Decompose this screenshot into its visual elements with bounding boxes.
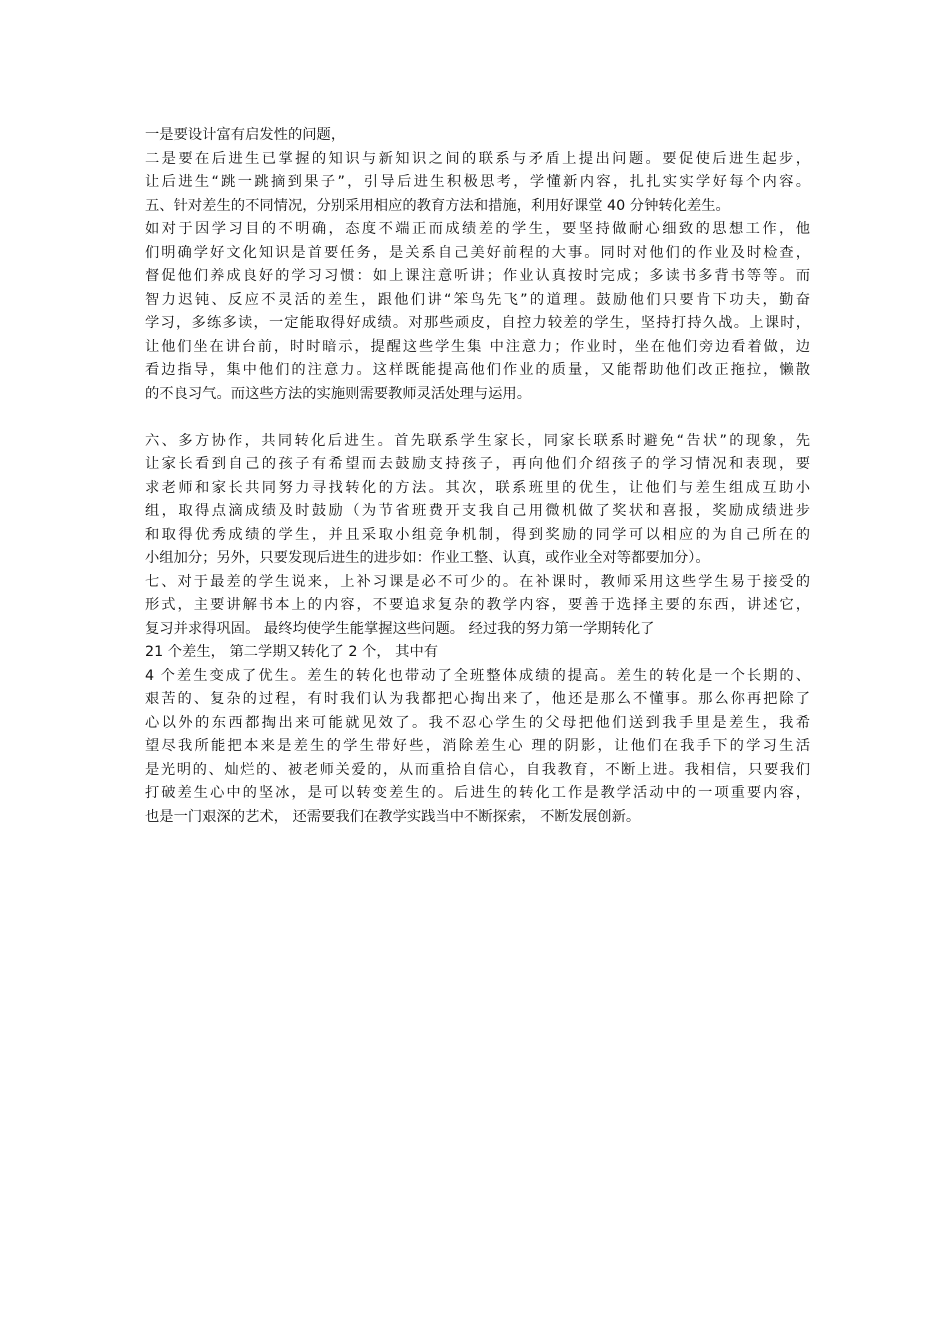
text-line: 4 个差生变成了优生。差生的转化也带动了全班整体成绩的提高。差生的转化是一个长期的、 <box>145 667 810 684</box>
text-line: 们明确学好文化知识是首要任务，是关系自己美好前程的大事。同时对他们的作业及时检查， <box>145 244 810 261</box>
text-line: 21 个差生， 第二学期又转化了 2 个， 其中有 <box>145 644 439 660</box>
text-line: 七、对于最差的学生说来，上补习课是必不可少的。在补课时，教师采用这些学生易于接受的 <box>145 573 810 590</box>
text-line: 督促他们养成良好的学习习惯：如上课注意听讲；作业认真按时完成；多读书多背书等等。而 <box>145 268 810 284</box>
text-line: 望尽我所能把本来是差生的学生带好些，消除差生心 理的阴影，让他们在我手下的学习生活 <box>145 738 810 754</box>
text-line: 如对于因学习目的不明确，态度不端正而成绩差的学生，要坚持做耐心细致的思想工作，他 <box>145 221 810 237</box>
text-line: 求老师和家长共同努力寻找转化的方法。其次，联系班里的优生，让他们与差生组成互助小 <box>145 479 810 496</box>
text-line: 小组加分；另外，只要发现后进生的进步如：作业工整、认真，或作业全对等都要加分）。 <box>145 550 710 566</box>
text-line: 形式，主要讲解书本上的内容，不要追求复杂的教学内容，要善于选择主要的东西，讲述它， <box>145 597 810 613</box>
text-line: 的不良习气。而这些方法的实施则需要教师灵活处理与运用。 <box>145 385 532 402</box>
text-line: 看边指导，集中他们的注意力。这样既能提高他们作业的质量，又能帮助他们改正拖拉，懒散 <box>145 362 810 378</box>
text-line: 也是一门艰深的艺术， 还需要我们在教学实践当中不断探索， 不断发展创新。 <box>145 808 641 825</box>
paragraph-gap <box>145 406 810 430</box>
text-line: 是光明的、灿烂的、被老师关爱的，从而重拾自信心，自我教育，不断上进。我相信，只要我们 <box>145 761 810 778</box>
text-line: 智力迟钝、反应不灵活的差生，跟他们讲“笨鸟先飞”的道理。鼓励他们只要肯下功夫，勤奋 <box>145 291 810 308</box>
text-line: 一是要设计富有启发性的问题， <box>145 127 346 143</box>
text-line: 和取得优秀成绩的学生，并且采取小组竞争机制，得到奖励的同学可以相应的为自己所在的 <box>145 526 810 543</box>
text-line: 二是要在后进生已掌握的知识与新知识之间的联系与矛盾上提出问题。要促使后进生起步， <box>145 150 810 167</box>
paragraph-block-2 <box>145 430 810 830</box>
text-line: 组，取得点滴成绩及时鼓励（为节省班费开支我自己用微机做了奖状和喜报，奖励成绩进步 <box>145 503 810 519</box>
text-line: 艰苦的、复杂的过程，有时我们认为我都把心掏出来了，他还是那么不懂事。那么你再把除了 <box>145 691 810 707</box>
text-line: 让他们坐在讲台前，时时暗示，提醒这些学生集 中注意力；作业时，坐在他们旁边看着做，边 <box>145 338 810 355</box>
text-line: 让家长看到自己的孩子有希望而去鼓励支持孩子，再向他们介绍孩子的学习情况和表现，要 <box>145 456 810 472</box>
text-line: 复习并求得巩固。 最终均使学生能掌握这些问题。 经过我的努力第一学期转化了 <box>145 620 655 637</box>
text-line: 六、多方协作，共同转化后进生。首先联系学生家长，同家长联系时避免“告状”的现象，先 <box>145 432 810 449</box>
text-line: 学习，多练多读，一定能取得好成绩。对那些顽皮，自控力较差的学生，坚持打持久战。上课时， <box>145 315 810 331</box>
text-line: 五、针对差生的不同情况，分别采用相应的教育方法和措施，利用好课堂 40 分钟转化差生。 <box>145 197 730 214</box>
text-line: 打破差生心中的坚冰，是可以转变差生的。后进生的转化工作是教学活动中的一项重要内容， <box>145 785 810 801</box>
text-line: 心以外的东西都掏出来可能就见效了。我不忍心学生的父母把他们送到我手里是差生，我希 <box>145 714 810 731</box>
paragraph-block-1 <box>145 124 810 406</box>
text-line: 让后进生“跳一跳摘到果子”，引导后进生积极思考，学懂新内容，扎扎实实学好每个内容。 <box>145 174 810 190</box>
document-page <box>145 124 810 829</box>
